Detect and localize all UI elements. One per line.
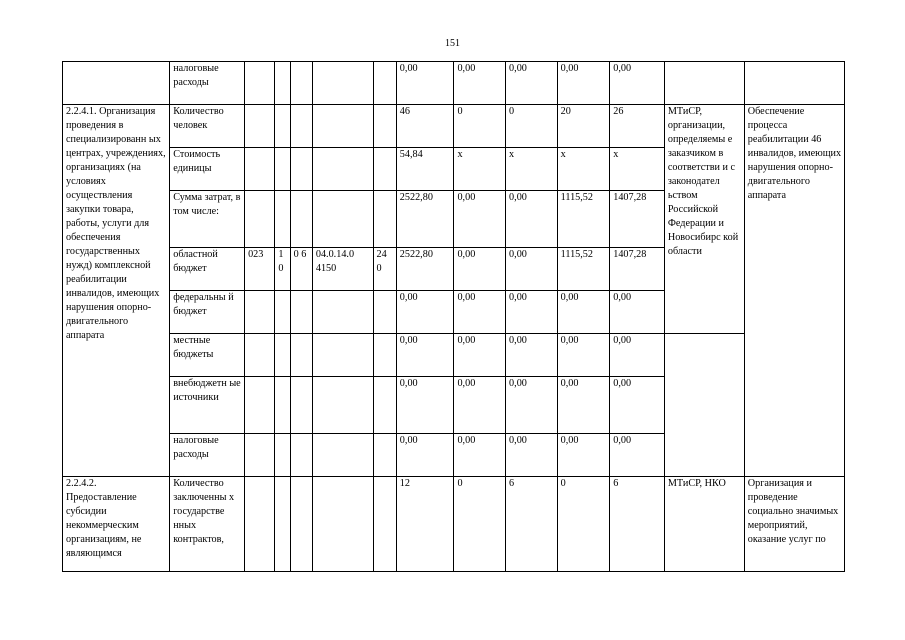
cell-value: 0,00 [396,434,454,477]
cell-value: x [610,148,665,191]
cell-value: 2522,80 [396,191,454,248]
cell-value: 1115,52 [557,191,610,248]
cell-value: 0,00 [610,334,665,377]
cell-value: 0 [557,477,610,572]
cell-executor: МТиСР, НКО [664,477,744,572]
cell-value: 0,00 [557,334,610,377]
cell-value: 0,00 [396,62,454,105]
cell-name: федеральны й бюджет [170,291,245,334]
program-table [62,61,845,572]
cell-value: x [506,148,558,191]
cell-value: 0,00 [506,377,558,434]
cell-name: Стоимость единицы [170,148,245,191]
cell-value: 46 [396,105,454,148]
cell-value: 0,00 [610,434,665,477]
cell-value: 0,00 [396,334,454,377]
cell-rz: 1 0 [275,248,290,291]
cell-value: 0 [454,477,506,572]
cell-value: 0,00 [557,377,610,434]
cell-value: 0,00 [610,291,665,334]
cell-value: 20 [557,105,610,148]
cell-value: x [557,148,610,191]
cell-csr: 04.0.14.0 4150 [312,248,373,291]
cell-value: 0,00 [610,377,665,434]
cell-pr: 0 6 [290,248,312,291]
cell-value: 0,00 [506,434,558,477]
cell-name: налоговые расходы [170,62,245,105]
cell-name: Сумма затрат, в том числе: [170,191,245,248]
cell-code [63,62,170,105]
cell-name: Количество заключенны х государстве нных контрактов, [170,477,245,572]
cell-value: 0,00 [506,248,558,291]
cell-value: 54,84 [396,148,454,191]
cell-result: Организация и проведение социально значимых мероприятий, оказание услуг по [744,477,844,572]
cell-value: 0,00 [396,377,454,434]
cell-value: 26 [610,105,665,148]
cell-code: 2.2.4.2. Предоставление субсидии некоммерческим организациям, не являющимся [63,477,170,572]
cell-value: 6 [506,477,558,572]
cell-value: 0,00 [506,334,558,377]
cell-result: Обеспечение процесса реабилитации 46 инвалидов, имеющих нарушения опорно- двигательного аппарата [744,105,844,477]
cell-value: 0,00 [557,291,610,334]
cell-value: 0 [506,105,558,148]
cell-value: 6 [610,477,665,572]
table-row [63,105,845,148]
cell-value: 0,00 [454,377,506,434]
cell-value: 0,00 [610,62,665,105]
cell-name: местные бюджеты [170,334,245,377]
cell-name: Количество человек [170,105,245,148]
cell-value: x [454,148,506,191]
cell-code: 2.2.4.1. Организация проведения в специализированн ых центрах, учреждениях, организациях (на условиях осуществления закупки товара, работы, услуги для обеспечения государственных нужд) комплексной реабилитации инвалидов, имеющих нарушения опорно- двигательного аппарата [63,105,170,477]
table-row [63,334,845,377]
cell-value: 0 [454,105,506,148]
page-number: 151 [445,38,460,49]
table-row [63,477,845,572]
cell-value: 0,00 [557,62,610,105]
cell-value: 0,00 [506,62,558,105]
cell-value: 0,00 [506,291,558,334]
cell-value: 0,00 [454,248,506,291]
cell-value: 0,00 [454,291,506,334]
cell-value: 0,00 [454,62,506,105]
cell-grbs: 023 [245,248,275,291]
table-row [63,62,845,105]
cell-value: 1407,28 [610,191,665,248]
cell-value: 1115,52 [557,248,610,291]
cell-value: 0,00 [454,434,506,477]
cell-name: внебюджетн ые источники [170,377,245,434]
cell-value: 0,00 [557,434,610,477]
cell-value: 12 [396,477,454,572]
cell-executor: МТиСР, организации, определяемы е заказчиком в соответстви и с законодател ьством Российской Федерации и Новосибирс кой области [664,105,744,334]
cell-value: 0,00 [454,334,506,377]
cell-value: 1407,28 [610,248,665,291]
cell-value: 2522,80 [396,248,454,291]
cell-vr: 24 0 [373,248,396,291]
cell-name: областной бюджет [170,248,245,291]
cell-value: 0,00 [454,191,506,248]
cell-name: налоговые расходы [170,434,245,477]
cell-value: 0,00 [506,191,558,248]
cell-value: 0,00 [396,291,454,334]
